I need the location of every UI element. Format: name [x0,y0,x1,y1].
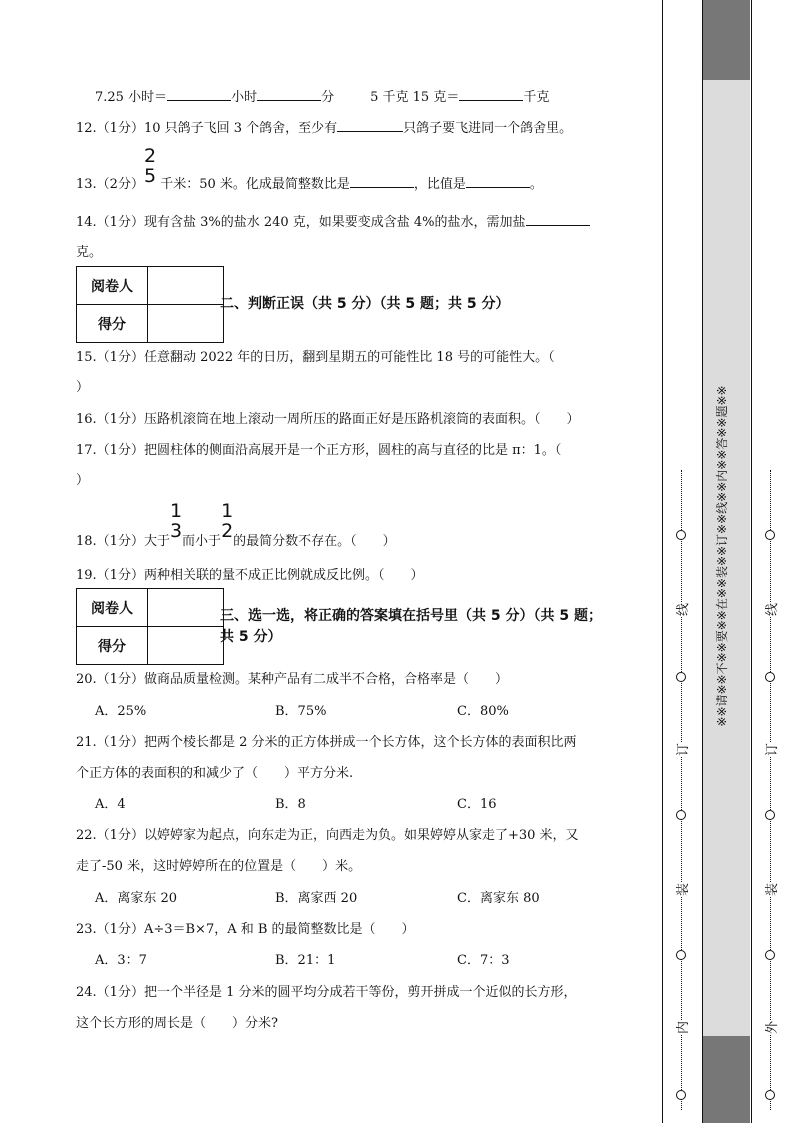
question-16: 16.（1分）压路机滚筒在地上滚动一周所压的路面正好是压路机滚筒的表面积。（ ） [76,412,580,427]
option-b[interactable]: B．21：1 [275,953,336,968]
question-24: 24.（1分）把一个半径是 1 分米的圆平均分成若干等份，剪开拼成一个近似的长方形， [76,985,577,1000]
answer-blank[interactable] [337,119,403,132]
strip-dark-block-bottom [703,1036,750,1123]
reviewer-label: 阅卷人 [77,267,148,305]
option-b[interactable]: B．8 [275,797,306,812]
option-c[interactable]: C．离家东 80 [457,891,540,906]
punch-hole-icon [676,950,686,960]
inner-line-label: 线 [672,603,691,616]
outer-cut-line [770,470,771,1110]
option-b[interactable]: B．离家西 20 [275,891,358,906]
answer-blank[interactable] [167,88,231,101]
question-22: 22.（1分）以婷婷家为起点，向东走为正，向西走为负。如果婷婷从家走了+30 米，又 [76,828,579,843]
punch-hole-icon [765,672,775,682]
question-14: 14.（1分）现有含盐 3%的盐水 240 克，如果要变成含盐 4%的盐水，需加盐 [76,211,590,230]
punch-hole-icon [765,530,775,540]
answer-blank[interactable] [257,88,321,101]
question-21-line2: 个正方体的表面积的和减少了（ ）平方分米. [76,766,354,781]
punch-hole-icon [765,1090,775,1100]
inner-fix-label: 装 [672,883,691,896]
punch-hole-icon [676,530,686,540]
answer-blank[interactable] [466,175,530,188]
section-2-title: 二、判断正误（共 5 分）（共 5 题；共 5 分） [220,296,510,312]
reviewer-box[interactable] [148,267,224,305]
option-b[interactable]: B．75% [275,704,327,719]
punch-hole-icon [765,950,775,960]
q11-continuation: 7.25 小时＝ 小时 分 5 千克 15 克＝ 千克 [95,90,550,105]
section-3-title-line2: 共 5 分） [220,629,282,645]
question-19: 19.（1分）两种相关联的量不成正比例就成反比例。（ ） [76,568,424,583]
grader-table [76,588,224,665]
answer-blank[interactable] [459,88,523,101]
question-17-line2: ） [76,473,90,488]
fraction-two-fifths: 2 5 [143,145,157,187]
section-3-title: 三、选一选，将正确的答案填在括号里（共 5 分）（共 5 题； [220,608,602,624]
question-15-line2: ） [76,380,90,395]
fraction-one-half: 1 2 [221,500,234,542]
question-21: 21.（1分）把两个棱长都是 2 分米的正方体拼成一个长方体，这个长方体的表面积比两 [76,735,577,750]
punch-hole-icon [676,1090,686,1100]
option-c[interactable]: C．80% [457,704,509,719]
punch-hole-icon [676,810,686,820]
reviewer-box[interactable] [148,589,224,627]
strip-border [751,0,752,1123]
score-label: 得分 [77,627,148,665]
score-box[interactable] [148,627,224,665]
answer-blank[interactable] [526,213,590,226]
option-a[interactable]: A．4 [95,797,126,812]
outer-label: 外 [761,1021,780,1034]
punch-hole-icon [765,810,775,820]
option-c[interactable]: C．7：3 [457,953,510,968]
inner-cut-line [681,470,682,1110]
binding-warning-text: ※※请※※不※※要※※在※※装※※订※※线※※内※※答※※题※※ [715,385,729,727]
question-14-line2: 克。 [76,245,103,260]
outer-line-label: 线 [761,603,780,616]
question-23: 23.（1分）A÷3＝B×7，A 和 B 的最简整数比是（ ） [76,922,415,937]
inner-bind-label: 订 [672,743,691,756]
punch-hole-icon [676,672,686,682]
question-13: 13.（2分） 2 5 千米：50 米。化成最简整数比是 ，比值是 。 [76,145,543,192]
grader-table [76,266,224,343]
strip-dark-block-top [703,0,750,80]
outer-fix-label: 装 [761,883,780,896]
reviewer-label: 阅卷人 [77,589,148,627]
answer-blank[interactable] [350,175,414,188]
score-label: 得分 [77,305,148,343]
question-20: 20.（1分）做商品质量检测。某种产品有二成半不合格，合格率是（ ） [76,672,508,687]
option-a[interactable]: A．离家东 20 [95,891,178,906]
option-a[interactable]: A．3：7 [95,953,147,968]
question-18: 18.（1分）大于 1 3 而小于 1 2 的最简分数不存在。（ ） [76,500,396,549]
option-c[interactable]: C．16 [457,797,497,812]
question-15: 15.（1分）任意翻动 2022 年的日历，翻到星期五的可能性比 18 号的可能性大。（ [76,350,555,365]
question-17: 17.（1分）把圆柱体的侧面沿高展开是一个正方形，圆柱的高与直径的比是 π：1。（ [76,443,562,458]
inner-label: 内 [672,1021,691,1034]
score-box[interactable] [148,305,224,343]
strip-border-left [662,0,663,1123]
outer-bind-label: 订 [761,743,780,756]
question-22-line2: 走了-50 米，这时婷婷所在的位置是（ ）米。 [76,859,362,874]
question-12: 12.（1分）10 只鸽子飞回 3 个鸽舍，至少有 只鸽子要飞进同一个鸽舍里。 [76,121,573,136]
fraction-one-third: 1 3 [169,500,183,542]
option-a[interactable]: A．25% [95,704,147,719]
question-24-line2: 这个长方形的周长是（ ）分米? [76,1016,278,1031]
